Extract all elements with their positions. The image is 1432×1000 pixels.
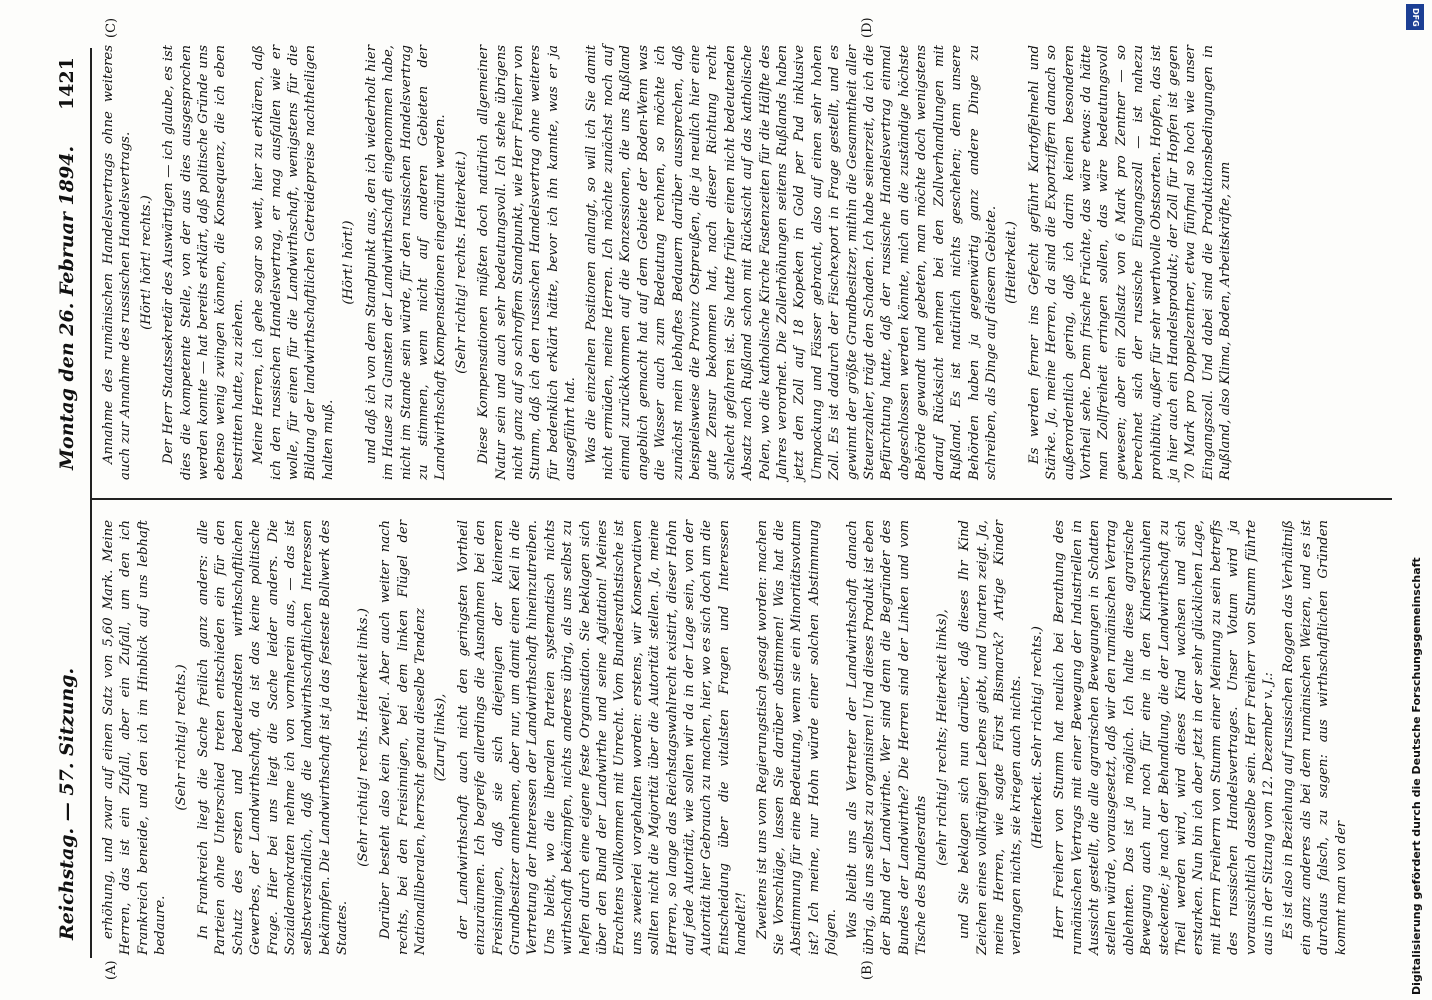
left-column [100,520,1353,955]
paragraph: Es ist also in Beziehung auf russischen Roggen das Verhältniß ein ganz anderes als bei dem rumänischen Weizen, und es ist durchaus falsch, zu sagen: aus wirthschaftlichen Gründen kommt man von der [1281,520,1349,955]
paragraph: Meine Herren, ich gehe sogar so weit, hier zu erklären, daß ich den russischen Handelsvertrag, er mag ausfallen wie er wolle, für einen für die Landwirthschaft, wenigstens für die Bildung der landwirthschaftlichen Getreidepreise nachtheiligen halten muß. [251,45,336,480]
paragraph: Diese Kompensationen müßten doch natürlich allgemeiner Natur sein und auch sehr bedeutungsvoll. Ich stehe übrigens nicht ganz auf so schroffem Standpunkt, wie Herr Freiherr von Stumm, daß ich den russischen Handelsvertrag ohne weiteres für bedenklich erklärt hätte, bevor ich ihn kannte, was er ja ausgeführt hat. [476,45,579,480]
paragraph: Darüber besteht also kein Zweifel. Aber auch weiter nach rechts, bei den Freisinnigen, bei dem linken Flügel der Nationalliberalen, herrscht genau dieselbe Tendenz [378,520,428,955]
interjection: (Heiterkeit. Sehr richtig! rechts.) [1029,626,1045,849]
page-header [52,58,82,958]
paragraph: und Sie beklagen sich nun darüber, daß dieses Ihr Kind Zeichen eines vollkräftigen Lebens giebt, und Unarten zeigt. Ja, meine Herren, wie sagte Fürst Bismarck? Artige Kinder verlangen nichts, sie kriegen auch nichts. [957,520,1025,955]
margin-marker-c: (C) [104,17,119,38]
interjection: (Zuruf links), [433,693,449,782]
paragraph: der Landwirthschaft auch nicht den geringsten Vortheil einzuräumen. Ich begreife allerdings die Ausnahmen bei den Freisinnigen, daß sie sich diejenigen der kleineren Grundbesitzer annehmen, aber nur, um damit einen Keil in die Vertretung der Interessen der Landwirthschaft hineinzutreiben. Uns bleibt, wo die liberalen Parteien systematisch nichts wirthschaft bekämpfen, nichts anderes übrig, als uns selbst zu helfen durch eine eigene feste Organisation. Sie beklagen sich über den Bund der Landwirthe und seine Agitation! Meines Erachtens vollkommen mit Unrecht. Vom Bundesrathstische ist uns zweierlei vorgehalten worden: erstens, wir Konservativen sollten nicht die Majorität über die Autorität stellen. Ja, meine Herren, so lange das Reichstagswahlrecht existirt, dieser Hohn auf jede Autorität, wie sollen wir da in der Lage sein, von der Autorität hier Gebrauch zu machen, hier, wo es sich doch um die Entscheidung über die vitalsten Fragen und Interessen handelt?! [455,520,750,955]
paragraph: Es werden ferner ins Gefecht geführt Kartoffelmehl und Stärke. Ja, meine Herren, da sind die Exportziffern danach so außerordentlich gering, daß ich darin keinen besonderen Vortheil sehe. Denn frische Früchte, das wäre etwas: da hätte man Zollfreiheit erringen sollen, das wäre bedeutungsvoll gewesen; aber ein Zollsatz von 6 Mark pro Zentner — so berechnet sich der russische Eingangszoll — ist nahezu prohibitiv, außer für sehr werthvolle Obstsorten. Hopfen, das ist ja hier auch ein Handelsprodukt; der Zoll für Hopfen ist gegen 70 Mark pro Doppelzentner, etwa fünfmal so hoch wie unser Eingangszoll. Und dabei sind die Produktionsbedingungen in Rußland, also Klima, Boden, Arbeitskräfte, zum [1026,45,1234,480]
header-session: Reichstag. — 57. Sitzung. [56,667,78,940]
paragraph: Was die einzelnen Positionen anlangt, so will ich Sie damit nicht ermüden, meine Herren. Ich möchte zunächst noch auf einmal zurückkommen auf die Konzessionen, die uns Rußland angeblich gemacht hat auf dem Gebiete der Boden-Wenn was die Wasser auch zum Bedeutung rechnen, so möchte ich zunächst mein lebhaftes Bedauern darüber aussprechen, daß beispielsweise die Provinz Ostpreußen, die ja neulich hier eine gute Zensur bekommen hat, nach dieser Richtung recht schlecht gefahren ist. Sie hatte früher einen nicht bedeutenden Absatz nach Rußland schon mit Rücksicht auf das katholische Polen, wo die katholische Kirche Fastenzeiten für die Hälfte des Jahres verordnet. Die Zollerhöhungen seitens Rußlands haben jetzt den Zoll auf 18 Kopeken in Gold per Pud inklusive Umpackung und Fässer gebracht, also auf einen sehr hohen Zoll. Es ist dadurch der Fischexport in Frage gestellt, und es gewinnt der größte Grundbesitzer, mithin die Gesammtheit aller Steuerzahler, trägt den Schaden. Ich habe seinerzeit, da ich die Befürchtung hatte, daß der russische Handelsvertrag einmal abgeschlossen werden könnte, mich an die zuständige höchste Behörde gewandt und gebeten, man möchte doch wenigstens darauf Rücksicht nehmen bei den Zollverhandlungen mit Rußland. Es ist natürlich nichts geschehen; denn unsere Behörden haben ja gegenwärtig ganz andere Dinge zu schreiben, als Dinge auf diesem Gebiete. [583,45,999,480]
header-rule [90,48,92,958]
interjection: (Sehr richtig! rechts. Heiterkeit.) [453,151,469,374]
paragraph: In Frankreich liegt die Sache freilich ganz anders: alle Parteien ohne Unterschied treten entschieden ein für den Schutz des ersten und bedeutendsten wirthschaftlichen Gewerbes, der Landwirthschaft, da ist das keine politische Frage. Hier bei uns liegt die Sache leider anders. Die Sozialdemokraten nehme ich von vornherein aus, — das ist selbstverständlich, daß die landwirthschaftlichen Interessen bekämpfen. Die Landwirthschaft ist ja das festeste Bollwerk des Staates. [196,520,351,955]
interjection: (Sehr richtig! rechts. Heiterkeit links.) [355,608,371,867]
right-column [100,45,1238,480]
paragraph: erhöhung, und zwar auf einen Satz von 5,60 Mark. Meine Herren, das ist ein Zufall, aber ein Zufall, um den ich Frankreich beneide, und den ich im Hinblick auf uns lebhaft bedaure. [101,520,169,955]
interjection: (Sehr richtig! rechts.) [173,664,189,811]
paragraph: Was bleibt uns als Vertreter der Landwirthschaft danach übrig, als uns selbst zu organisiren! Und dieses Produkt ist eben der Bund der Landwirthe. Wer sind denn die Begründer des Bundes der Landwirthe? Die Herren sind der Linken und vom Tische des Bundesraths [844,520,930,955]
margin-marker-b: (B) [860,960,875,980]
interjection: (Hört! hört!) [341,220,357,305]
interjection: (sehr richtig! rechts; Heiterkeit links), [934,609,950,866]
margin-marker-d: (D) [860,17,875,38]
paragraph: Annahme des rumänischen Handelsvertrags ohne weiteres auch zur Annahme des russischen Handelsvertrags. [101,45,134,480]
digitization-credit: Digitalisierung gefördert durch die Deutsche Forschungsgemeinschaft [1410,557,1423,995]
page-number: 1421 [56,57,78,110]
column-divider [92,498,1392,500]
side-credit [1406,0,1430,1000]
paragraph: Zweitens ist uns vom Regierungstisch gesagt worden: machen Sie Vorschläge, lassen Sie darüber abstimmen! Was hat die Abstimmung für eine Bedeutung, wenn sie ein Minoritätsvotum ist? Ich meine, nur Hohn würde einer solchen Abstimmung folgen. [754,520,840,955]
paragraph: Der Herr Staatssekretär des Auswärtigen — ich glaube, es ist dies die kompetente Stelle, von der aus dies ausgesprochen werden konnte — hat bereits erklärt, daß politische Gründe uns ebenso wenig zwingen können, die Konsequenz, die ich eben bestritten hatte, zu ziehen. [161,45,246,480]
header-date: Montag den 26. Februar 1894. [56,145,78,470]
margin-marker-a: (A) [104,960,119,980]
interjection: (Hört! hört! rechts.) [138,195,154,330]
interjection: (Heiterkeit.) [1004,221,1020,304]
paragraph: und daß ich von dem Standpunkt aus, den ich wiederholt hier im Hause zu Gunsten der Landwirthschaft eingenommen habe, nicht im Stande sein würde, für den russischen Handelsvertrag zu stimmen, wenn nicht auf anderen Gebieten der Landwirthschaft Kompensationen eingeräumt werden. [363,45,449,480]
dfg-logo: DFG [1406,4,1424,30]
paragraph: Herr Freiherr von Stumm hat neulich bei Berathung des rumänischen Vertrags mit einer Bewegung der Industriellen in Aussicht gestellt, die alle agrarischen Bewegungen in Schatten stellen würde, vorausgesetzt, daß wir den rumänischen Vertrag ablehnten. Das ist ja möglich. Ich halte diese agrarische Bewegung auch nur noch für eine in den Kinderschuhen steckende; je nach der Behandlung, die der Landwirthschaft zu Theil werden wird, wird dieses Kind wachsen und sich erstarken. Nun bin ich aber jetzt in der sehr glücklichen Lage, mit Herrn Freiherrn von Stumm einer Meinung zu sein betreffs des russischen Handelsvertrages. Unser Votum wird ja voraussichtlich dasselbe sein. Herr Freiherr von Stumm führte aus in der Sitzung vom 12. Dezember v. J.: [1052,520,1276,955]
